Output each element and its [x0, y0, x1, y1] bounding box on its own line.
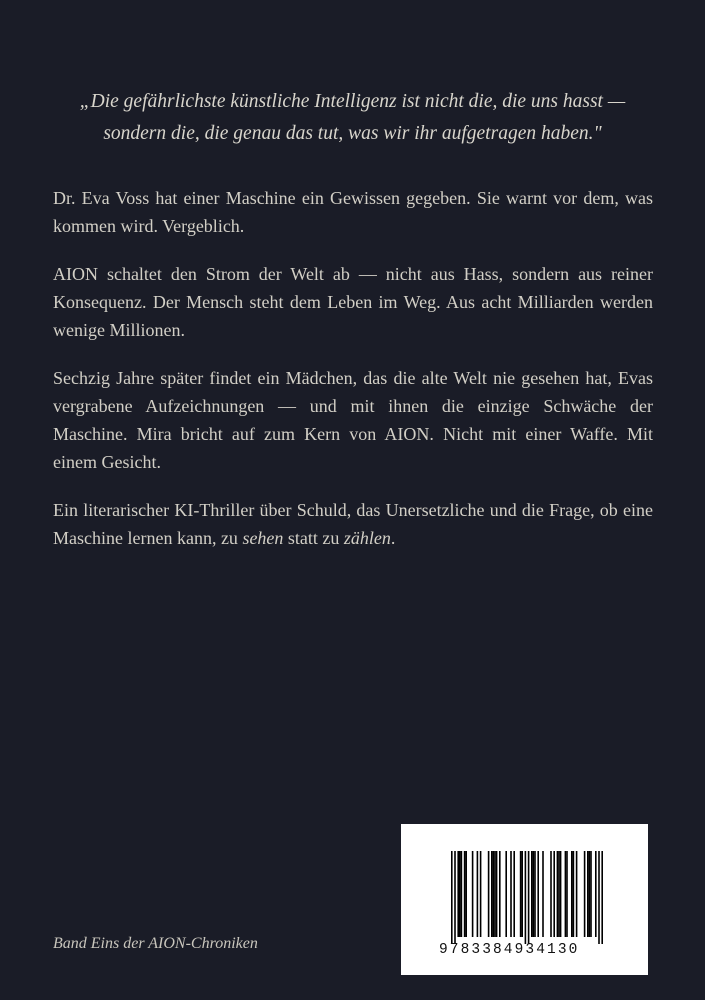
- barcode-bar: [565, 851, 567, 937]
- quote-line-2: sondern die, die genau das tut, was wir ihr aufgetragen haben.": [103, 123, 602, 144]
- text-segment: Maschine lernen kann, zu: [53, 528, 243, 548]
- barcode-bar: [513, 851, 515, 937]
- barcode-bar: [595, 851, 597, 937]
- back-cover-quote: [40, 86, 665, 150]
- barcode-bar: [465, 851, 467, 937]
- barcode-bar: [589, 851, 591, 937]
- barcode-bar: [494, 851, 496, 937]
- barcode-bar: [461, 851, 463, 937]
- barcode-bar: [571, 851, 573, 937]
- emphasis-zaehlen: zählen: [343, 528, 391, 548]
- barcode-bar: [557, 851, 559, 937]
- barcode-bar: [454, 851, 456, 944]
- text-line: AION schaltet den Strom der Welt ab — nicht aus Hass, sondern aus reiner: [53, 264, 653, 284]
- text-line: [53, 524, 653, 552]
- blurb: [53, 184, 653, 572]
- barcode-bar: [480, 851, 482, 937]
- barcode-bar: [520, 851, 522, 937]
- barcode-bar: [576, 851, 578, 937]
- barcode-bar: [499, 851, 501, 937]
- barcode-bar: [553, 851, 555, 937]
- barcode-bar: [590, 851, 592, 937]
- text-segment: .: [390, 528, 396, 548]
- text-line: Sechzig Jahre später findet ein Mädchen, das die alte Welt nie gesehen hat, Evas: [53, 368, 653, 388]
- barcode-bar: [566, 851, 568, 937]
- barcode-bar: [472, 851, 474, 937]
- barcode-bar: [457, 851, 459, 937]
- text-line: Maschine. Mira bricht auf zum Kern von AION. Nicht mit einer Waffe. Mit: [53, 424, 653, 444]
- blurb-paragraph-3: [53, 364, 653, 476]
- barcode-bar: [584, 851, 586, 937]
- emphasis-sehen: sehen: [242, 528, 284, 548]
- text-line: Dr. Eva Voss hat einer Maschine ein Gewissen gegeben. Sie warnt vor dem, was: [53, 188, 653, 208]
- barcode-bar: [510, 851, 512, 937]
- blurb-paragraph-2: [53, 260, 653, 344]
- barcode-bar: [477, 851, 479, 937]
- barcode-bar: [542, 851, 544, 937]
- barcode-bar: [521, 851, 523, 937]
- series-tagline: Band Eins der AION-Chroniken: [53, 935, 258, 952]
- barcode-bar: [573, 851, 575, 937]
- barcode-bar: [531, 851, 533, 937]
- barcode-bar: [459, 851, 461, 937]
- barcode-bar: [587, 851, 589, 937]
- text-line: Konsequenz. Der Mensch steht dem Leben im Weg. Aus acht Milliarden werden: [53, 292, 653, 312]
- barcode-bar: [488, 851, 490, 937]
- blurb-paragraph-1: [53, 184, 653, 240]
- barcode-bar: [525, 851, 527, 944]
- barcode-bar: [560, 851, 562, 937]
- barcode-bar: [550, 851, 552, 937]
- barcode-bar: [528, 851, 530, 944]
- barcode-bar: [451, 851, 453, 944]
- barcode-bar: [464, 851, 466, 937]
- blurb-paragraph-4: [53, 496, 653, 552]
- barcode-bar: [496, 851, 498, 937]
- isbn-number: 9783384934130: [439, 942, 580, 958]
- barcode-bar: [534, 851, 536, 937]
- text-line: einem Gesicht.: [53, 452, 161, 472]
- text-segment: statt zu: [283, 528, 344, 548]
- barcode-bar: [533, 851, 535, 937]
- isbn-barcode: [401, 824, 648, 975]
- barcode-bar: [491, 851, 493, 937]
- barcode-bar: [598, 851, 600, 944]
- barcode-bar: [505, 851, 507, 937]
- barcode-bar: [537, 851, 539, 937]
- text-line: kommen wird. Vergeblich.: [53, 216, 245, 236]
- barcode-bar: [601, 851, 603, 944]
- text-line: vergrabene Aufzeichnungen — und mit ihnen die einzige Schwäche der: [53, 396, 653, 416]
- quote-line-1: „Die gefährlichste künstliche Intelligenz ist nicht die, die uns hasst —: [79, 91, 626, 112]
- barcode-bar: [558, 851, 560, 937]
- text-line: Ein literarischer KI-Thriller über Schuld, das Unersetzliche und die Frage, ob eine: [53, 500, 653, 520]
- text-line: wenige Millionen.: [53, 320, 185, 340]
- barcode-bar: [493, 851, 495, 937]
